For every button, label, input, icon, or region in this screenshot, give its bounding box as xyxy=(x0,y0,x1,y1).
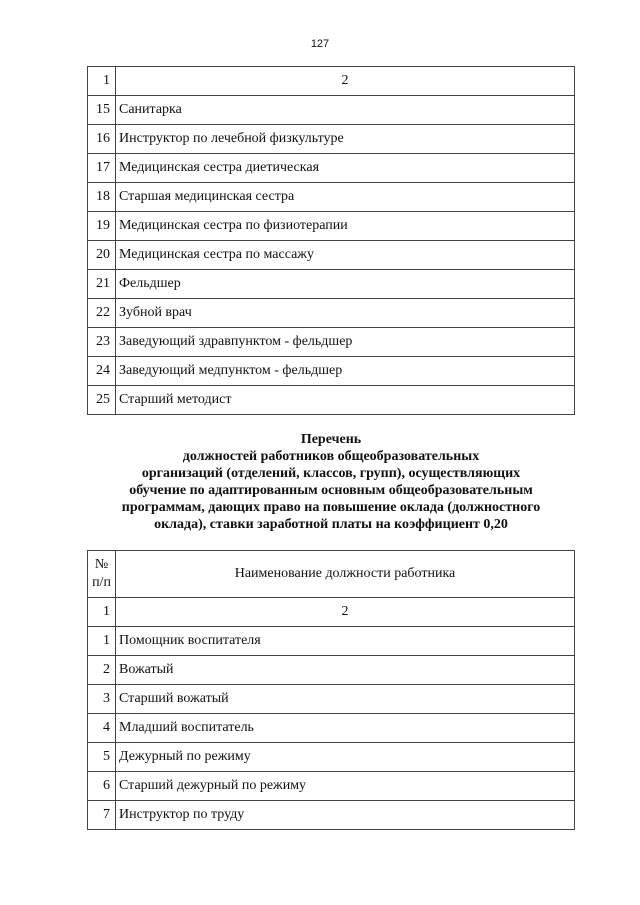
table-row xyxy=(88,772,575,801)
section-title-line: программам, дающих право на повышение оклада (должностного xyxy=(121,500,541,515)
row-position-name: Зубной врач xyxy=(116,299,575,328)
row-position-name: Медицинская сестра по физиотерапии xyxy=(116,212,575,241)
index-col1: 1 xyxy=(88,598,116,627)
row-position-name: Инструктор по труду xyxy=(116,801,575,830)
row-position-name: Старший дежурный по режиму xyxy=(116,772,575,801)
row-number: 16 xyxy=(88,125,116,154)
row-position-name: Дежурный по режиму xyxy=(116,743,575,772)
positions-table-adapted-programs xyxy=(87,550,575,830)
table-row xyxy=(88,96,575,125)
row-position-name: Фельдшер xyxy=(116,270,575,299)
table-row xyxy=(88,357,575,386)
table-row xyxy=(88,656,575,685)
row-number: 18 xyxy=(88,183,116,212)
row-number: 6 xyxy=(88,772,116,801)
row-number: 3 xyxy=(88,685,116,714)
row-number: 23 xyxy=(88,328,116,357)
table-row xyxy=(88,241,575,270)
row-position-name: Вожатый xyxy=(116,656,575,685)
row-number: 5 xyxy=(88,743,116,772)
row-position-name: Старший вожатый xyxy=(116,685,575,714)
table-row xyxy=(88,627,575,656)
row-position-name: Старшая медицинская сестра xyxy=(116,183,575,212)
row-number: 17 xyxy=(88,154,116,183)
row-number: 20 xyxy=(88,241,116,270)
table-header-row xyxy=(88,551,575,598)
positions-table-continued xyxy=(87,66,575,415)
header-position-name: Наименование должности работника xyxy=(116,551,575,598)
section-title-line: обучение по адаптированным основным общеобразовательным xyxy=(129,483,533,498)
row-number: 19 xyxy=(88,212,116,241)
row-position-name: Помощник воспитателя xyxy=(116,627,575,656)
header-number-cell xyxy=(88,551,116,598)
row-number: 24 xyxy=(88,357,116,386)
row-number: 25 xyxy=(88,386,116,415)
row-number: 22 xyxy=(88,299,116,328)
row-number: 15 xyxy=(88,96,116,125)
row-position-name: Медицинская сестра диетическая xyxy=(116,154,575,183)
header-number-sign: № xyxy=(94,557,109,572)
row-position-name: Старший методист xyxy=(116,386,575,415)
table-row xyxy=(88,183,575,212)
section-title-line: организаций (отделений, классов, групп), осуществляющих xyxy=(141,466,521,481)
row-position-name: Заведующий здравпунктом - фельдшер xyxy=(116,328,575,357)
table-row xyxy=(88,299,575,328)
table-row xyxy=(88,743,575,772)
table-row xyxy=(88,714,575,743)
table-row xyxy=(88,125,575,154)
index-col1: 1 xyxy=(88,67,116,96)
row-position-name: Младший воспитатель xyxy=(116,714,575,743)
row-position-name: Инструктор по лечебной физкультуре xyxy=(116,125,575,154)
table-row xyxy=(88,386,575,415)
row-position-name: Заведующий медпунктом - фельдшер xyxy=(116,357,575,386)
page-number: 127 xyxy=(310,38,330,50)
table-index-row xyxy=(88,67,575,96)
header-number-abbr: п/п xyxy=(92,575,111,590)
section-title-line: Перечень xyxy=(300,432,362,447)
table-row xyxy=(88,270,575,299)
table-row xyxy=(88,212,575,241)
index-col2: 2 xyxy=(116,598,575,627)
row-position-name: Медицинская сестра по массажу xyxy=(116,241,575,270)
row-number: 21 xyxy=(88,270,116,299)
row-number: 7 xyxy=(88,801,116,830)
section-title xyxy=(87,431,575,533)
index-col2: 2 xyxy=(116,67,575,96)
section-title-line: оклада), ставки заработной платы на коэффициент 0,20 xyxy=(154,517,508,532)
table-index-row xyxy=(88,598,575,627)
table-row xyxy=(88,328,575,357)
row-number: 4 xyxy=(88,714,116,743)
row-number: 2 xyxy=(88,656,116,685)
row-number: 1 xyxy=(88,627,116,656)
table-row xyxy=(88,685,575,714)
section-title-line: должностей работников общеобразовательных xyxy=(182,449,480,464)
table-row xyxy=(88,801,575,830)
table-row xyxy=(88,154,575,183)
row-position-name: Санитарка xyxy=(116,96,575,125)
